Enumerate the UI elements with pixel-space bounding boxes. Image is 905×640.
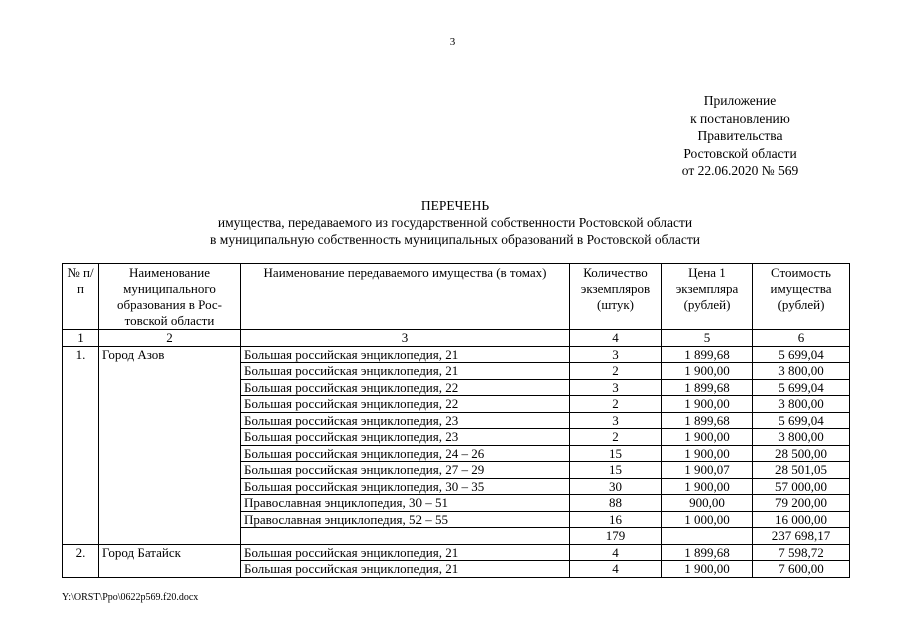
price-cell: 1 900,00 bbox=[662, 429, 753, 446]
header-property: Наименование передаваемого имущества (в томах) bbox=[241, 264, 570, 330]
quantity-cell: 15 bbox=[570, 445, 662, 462]
appendix-line: от 22.06.2020 № 569 bbox=[681, 163, 799, 178]
cost-cell: 5 699,04 bbox=[753, 379, 850, 396]
quantity-cell: 4 bbox=[570, 544, 662, 561]
cost-cell: 5 699,04 bbox=[753, 346, 850, 363]
property-name: Большая российская энциклопедия, 21 bbox=[241, 544, 570, 561]
cost-cell: 28 501,05 bbox=[753, 462, 850, 479]
quantity-cell: 2 bbox=[570, 363, 662, 380]
price-cell: 1 000,00 bbox=[662, 511, 753, 528]
column-number: 3 bbox=[241, 330, 570, 347]
cost-cell: 5 699,04 bbox=[753, 412, 850, 429]
appendix-line: Правительства bbox=[697, 128, 783, 143]
price-cell: 1 900,00 bbox=[662, 478, 753, 495]
cost-cell: 28 500,00 bbox=[753, 445, 850, 462]
cost-cell: 7 600,00 bbox=[753, 561, 850, 578]
quantity-cell: 30 bbox=[570, 478, 662, 495]
title-heading: ПЕРЕЧЕНЬ bbox=[420, 198, 490, 213]
table-row bbox=[63, 544, 850, 561]
quantity-cell: 16 bbox=[570, 511, 662, 528]
column-number-row bbox=[63, 330, 850, 347]
cost-cell: 79 200,00 bbox=[753, 495, 850, 512]
property-name: Большая российская энциклопедия, 22 bbox=[241, 396, 570, 413]
column-number: 4 bbox=[570, 330, 662, 347]
price-cell: 1 900,00 bbox=[662, 363, 753, 380]
property-table bbox=[62, 263, 850, 578]
property-name: Большая российская энциклопедия, 23 bbox=[241, 429, 570, 446]
price-cell: 1 899,68 bbox=[662, 379, 753, 396]
column-number: 2 bbox=[99, 330, 241, 347]
quantity-cell: 4 bbox=[570, 561, 662, 578]
header-num: № п/п bbox=[63, 264, 99, 330]
property-name: Большая российская энциклопедия, 27 – 29 bbox=[241, 462, 570, 479]
column-number: 1 bbox=[63, 330, 99, 347]
document-title bbox=[60, 197, 850, 248]
title-line-2: в муниципальную собственность муниципальных образований в Ростовской области bbox=[210, 232, 700, 247]
quantity-cell: 3 bbox=[570, 412, 662, 429]
municipality-name: Город Азов bbox=[99, 346, 241, 544]
property-name bbox=[241, 528, 570, 545]
municipality-name: Город Батайск bbox=[99, 544, 241, 577]
page-number: 3 bbox=[449, 36, 456, 48]
appendix-line: к постановлению bbox=[690, 110, 790, 126]
price-cell bbox=[662, 528, 753, 545]
row-number: 2. bbox=[63, 544, 99, 577]
quantity-cell: 3 bbox=[570, 379, 662, 396]
header-price: Цена 1 экземпляра (рублей) bbox=[662, 264, 753, 330]
property-name: Большая российская энциклопедия, 21 bbox=[241, 561, 570, 578]
property-name: Большая российская энциклопедия, 21 bbox=[241, 346, 570, 363]
price-cell: 1 900,07 bbox=[662, 462, 753, 479]
table-header-row bbox=[63, 264, 850, 330]
cost-cell: 7 598,72 bbox=[753, 544, 850, 561]
cost-cell: 3 800,00 bbox=[753, 363, 850, 380]
column-number: 6 bbox=[753, 330, 850, 347]
quantity-cell: 15 bbox=[570, 462, 662, 479]
header-quantity: Количество экземпляров (штук) bbox=[570, 264, 662, 330]
property-name: Большая российская энциклопедия, 24 – 26 bbox=[241, 445, 570, 462]
header-municipality: Наименование муниципального образования в Рос-товской области bbox=[99, 264, 241, 330]
cost-cell: 57 000,00 bbox=[753, 478, 850, 495]
file-path-footer: Y:\ORST\Ppo\0622p569.f20.docx bbox=[62, 592, 199, 603]
property-name: Большая российская энциклопедия, 22 bbox=[241, 379, 570, 396]
quantity-cell: 88 bbox=[570, 495, 662, 512]
appendix-line: Приложение bbox=[703, 93, 777, 108]
price-cell: 1 900,00 bbox=[662, 396, 753, 413]
cost-cell: 237 698,17 bbox=[753, 528, 850, 545]
cost-cell: 3 800,00 bbox=[753, 429, 850, 446]
title-line-1: имущества, передаваемого из государственной собственности Ростовской области bbox=[217, 215, 693, 230]
price-cell: 1 899,68 bbox=[662, 544, 753, 561]
cost-cell: 16 000,00 bbox=[753, 511, 850, 528]
header-cost: Стоимость имущества (рублей) bbox=[753, 264, 850, 330]
price-cell: 1 900,00 bbox=[662, 445, 753, 462]
table-body bbox=[63, 346, 850, 577]
price-cell: 1 900,00 bbox=[662, 561, 753, 578]
property-name: Большая российская энциклопедия, 30 – 35 bbox=[241, 478, 570, 495]
appendix-block bbox=[640, 92, 840, 180]
quantity-cell: 179 bbox=[570, 528, 662, 545]
column-number: 5 bbox=[662, 330, 753, 347]
row-number: 1. bbox=[63, 346, 99, 544]
cost-cell: 3 800,00 bbox=[753, 396, 850, 413]
property-name: Большая российская энциклопедия, 21 bbox=[241, 363, 570, 380]
quantity-cell: 2 bbox=[570, 429, 662, 446]
price-cell: 900,00 bbox=[662, 495, 753, 512]
property-name: Православная энциклопедия, 52 – 55 bbox=[241, 511, 570, 528]
price-cell: 1 899,68 bbox=[662, 412, 753, 429]
table-row bbox=[63, 346, 850, 363]
property-name: Большая российская энциклопедия, 23 bbox=[241, 412, 570, 429]
quantity-cell: 3 bbox=[570, 346, 662, 363]
property-name: Православная энциклопедия, 30 – 51 bbox=[241, 495, 570, 512]
appendix-line: Ростовской области bbox=[683, 145, 797, 161]
price-cell: 1 899,68 bbox=[662, 346, 753, 363]
quantity-cell: 2 bbox=[570, 396, 662, 413]
